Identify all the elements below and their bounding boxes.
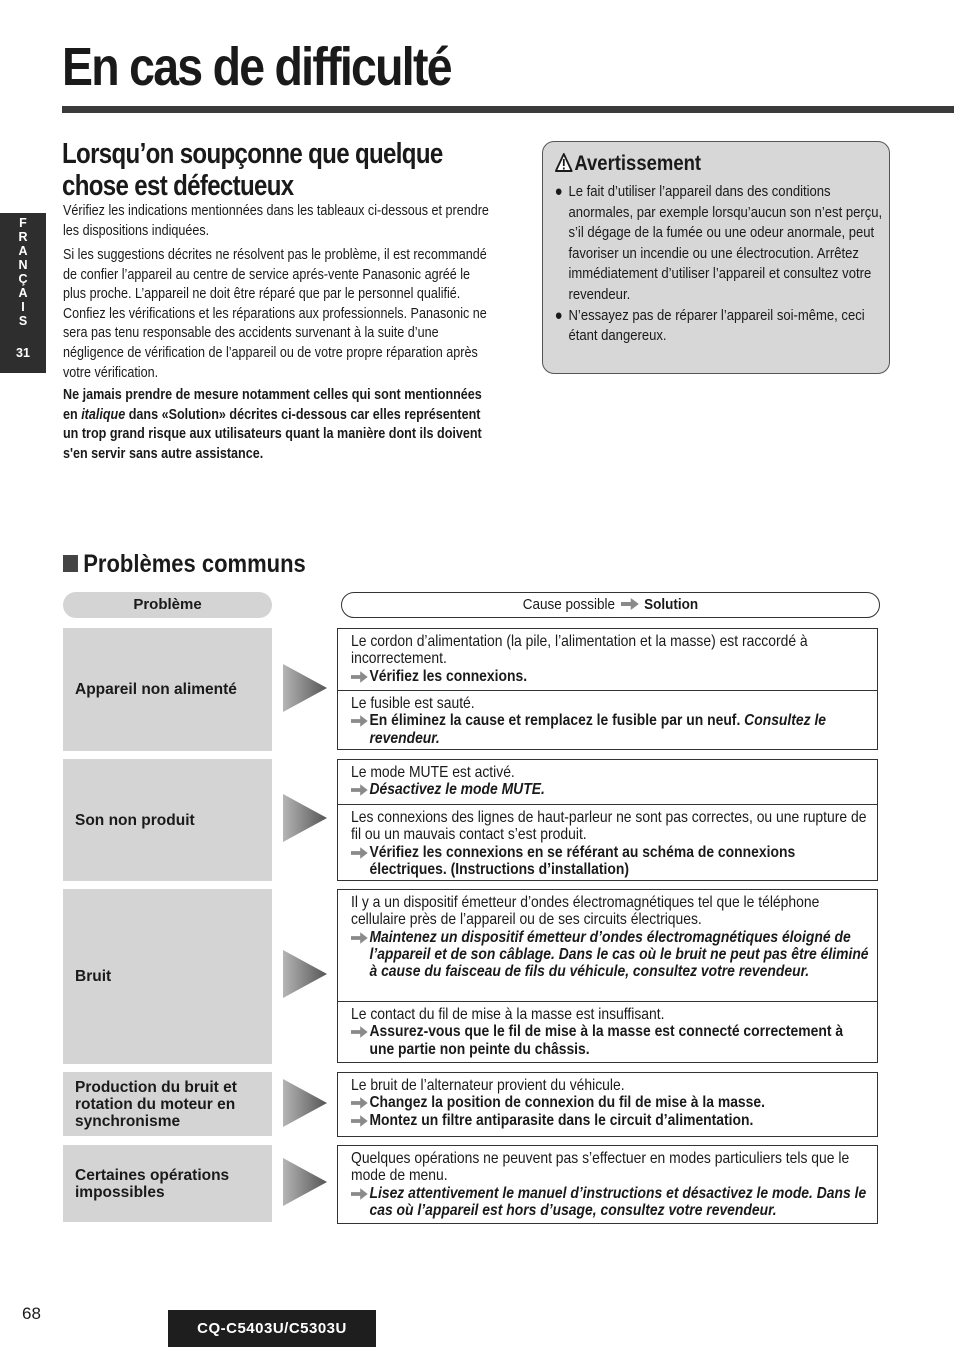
solution-box bbox=[337, 759, 878, 881]
arrow-triangle-icon bbox=[283, 1158, 327, 1206]
solution-text: En éliminez la cause et remplacez le fusible par un neuf. bbox=[369, 712, 745, 730]
side-letter: I bbox=[21, 300, 25, 314]
cause-header-label: Cause possible bbox=[522, 596, 616, 613]
solution-line bbox=[351, 1185, 870, 1220]
cause-text: Les connexions des lignes de haut-parleur ne sont pas correctes, ou une rupture de fil ou un mauvais contact s’est produit. bbox=[351, 809, 867, 844]
arrow-right-icon bbox=[351, 1115, 368, 1127]
warning-item bbox=[553, 306, 887, 347]
bold-text-rest: dans «Solution» décrites ci-dessous car elles représentent un trop grand risque aux utilisateurs quant la manière dont ils doivent s'en servir sans autre assistance. bbox=[63, 406, 482, 462]
page-number: 68 bbox=[22, 1304, 41, 1323]
side-letter: R bbox=[18, 230, 28, 244]
title-rule bbox=[62, 106, 954, 113]
section-heading bbox=[62, 138, 510, 202]
arrow-right-icon bbox=[351, 1026, 368, 1038]
solution-box bbox=[337, 1072, 878, 1137]
arrow-right-icon bbox=[351, 932, 368, 944]
warning-title bbox=[555, 152, 701, 176]
solution-text: Vérifiez les connexions en se référant au schéma de connexions électriques. (Instructions d’installation) bbox=[369, 843, 796, 878]
problem-label: Bruit bbox=[75, 968, 112, 985]
cause-text: Quelques opérations ne peuvent pas s’effectuer en modes particuliers tels que le mode de menu. bbox=[351, 1150, 850, 1185]
arrow-triangle-icon bbox=[283, 950, 327, 998]
cause-solution-item bbox=[338, 890, 877, 1001]
warning-item-text: N’essayez pas de réparer l’appareil soi-même, ceci étant dangereux. bbox=[568, 306, 865, 345]
problem-cell bbox=[63, 628, 272, 751]
solution-line bbox=[351, 781, 870, 798]
problem-cell bbox=[63, 889, 272, 1064]
common-problems-heading-text: Problèmes communs bbox=[83, 550, 306, 578]
solution-box bbox=[337, 1145, 878, 1224]
arrow-right-icon bbox=[351, 1188, 368, 1200]
solution-line bbox=[351, 1112, 870, 1129]
model-number-badge: CQ-C5403U/C5303U bbox=[168, 1310, 376, 1347]
cause-text: Le bruit de l’alternateur provient du véhicule. bbox=[351, 1077, 625, 1094]
problem-label: Certaines opérations impossibles bbox=[75, 1166, 230, 1201]
problem-cell bbox=[63, 1145, 272, 1222]
intro-paragraph-2: Si les suggestions décrites ne résolvent pas le problème, il est recommandé de confier l’appareil au centre de service aprés-vente Panasonic agréé le plus proche. L’appareil ne doit être réparé que par le personnel qualifié. Confiez les vérifications et les réparations aux professionnels. Panasonic ne sera pas tenu responsable des accidents survenant à la suite d’une négligence de vérification de l’appareil ou de votre propre réparation après votre vérification. bbox=[63, 247, 487, 381]
warning-item-text: Le fait d’utiliser l’appareil dans des conditions anormales, par exemple lorsqu’aucun son n’est perçu, s’il dégage de la fumée ou une odeur anormale, peut favoriser un incendie ou une électrocution. Arrêtez immédiatement d’utiliser l’appareil et consultez votre revendeur. bbox=[568, 183, 883, 303]
problem-label: Appareil non alimenté bbox=[75, 681, 237, 698]
solution-text: Changez la position de connexion du fil de mise à la masse. bbox=[369, 1094, 765, 1112]
solution-italic-text: Désactivez le mode MUTE. bbox=[369, 781, 545, 799]
cause-solution-item bbox=[338, 760, 877, 804]
solution-text: Vérifiez les connexions. bbox=[369, 667, 528, 685]
side-tab-page-number: 31 bbox=[16, 346, 30, 360]
common-problems-heading bbox=[63, 550, 306, 579]
solution-line bbox=[351, 668, 870, 685]
solution-header-label: Solution bbox=[644, 596, 699, 613]
solution-italic-text: Lisez attentivement le manuel d’instructions et désactivez le mode. Dans le cas où l’appareil est hors d’usage, consultez votre revendeur. bbox=[369, 1184, 867, 1219]
solution-line bbox=[351, 712, 870, 747]
section-heading-line1: Lorsqu’on soupçonne que quelque bbox=[62, 138, 443, 170]
problem-cell bbox=[63, 759, 272, 881]
warning-title-text: Avertissement bbox=[574, 152, 702, 175]
arrow-right-icon bbox=[351, 784, 368, 796]
solution-line bbox=[351, 929, 870, 981]
side-letter: Ç bbox=[18, 272, 28, 286]
arrow-right-icon bbox=[621, 598, 639, 610]
problem-label: Son non produit bbox=[75, 811, 195, 829]
arrow-right-icon bbox=[351, 671, 368, 683]
solution-box bbox=[337, 628, 878, 750]
solution-text: Montez un filtre antiparasite dans le circuit d’alimentation. bbox=[369, 1111, 754, 1129]
cause-solution-item bbox=[338, 1001, 877, 1062]
arrow-right-icon bbox=[351, 847, 368, 859]
solution-line bbox=[351, 1023, 870, 1058]
solution-text: Assurez-vous que le fil de mise à la masse est connecté correctement à une partie non peinte du châssis. bbox=[369, 1023, 844, 1058]
bullet-icon: ● bbox=[554, 183, 563, 200]
cause-solution-item bbox=[338, 1073, 877, 1136]
cause-text: Le cordon d’alimentation (la pile, l’alimentation et la masse) est raccordé à incorrectement. bbox=[351, 633, 808, 668]
cause-solution-item bbox=[338, 629, 877, 690]
language-side-tab bbox=[0, 213, 46, 373]
side-letter: S bbox=[18, 314, 28, 328]
warning-triangle-icon bbox=[555, 153, 573, 172]
italic-word: italique bbox=[81, 406, 126, 423]
side-letter: A bbox=[18, 244, 28, 258]
warning-box bbox=[542, 141, 890, 374]
arrow-triangle-icon bbox=[283, 1079, 327, 1127]
square-bullet-icon bbox=[63, 555, 78, 572]
bullet-icon: ● bbox=[554, 306, 563, 324]
side-letter: N bbox=[18, 258, 28, 272]
arrow-right-icon bbox=[351, 1097, 368, 1109]
arrow-right-icon bbox=[351, 715, 368, 727]
cause-text: Le mode MUTE est activé. bbox=[351, 764, 515, 781]
solution-box bbox=[337, 889, 878, 1063]
section-heading-line2: chose est défectueux bbox=[62, 170, 294, 202]
problem-label: Production du bruit et rotation du moteur en synchronisme bbox=[75, 1078, 237, 1130]
bold-warning-paragraph bbox=[63, 386, 494, 464]
cause-text: Le fusible est sauté. bbox=[351, 695, 475, 712]
bold-text: Ne jamais prendre de mesure notamment celles qui sont mentionnées en bbox=[63, 387, 482, 423]
cause-solution-column-header bbox=[341, 592, 880, 618]
page-title: En cas de difficulté bbox=[62, 37, 451, 97]
solution-italic-text: Maintenez un dispositif émetteur d’ondes électromagnétiques éloigné de l’appareil et de son câblage. Dans le cas où le bruit ne peut pas être éliminé à cause du faisceau de fils du véhicule, consultez votre revendeur. bbox=[369, 928, 869, 981]
solution-line bbox=[351, 1094, 870, 1111]
problem-cell bbox=[63, 1072, 272, 1136]
cause-text: Le contact du fil de mise à la masse est insuffisant. bbox=[351, 1006, 665, 1023]
warning-list bbox=[553, 182, 887, 347]
problem-column-header: Problème bbox=[63, 592, 272, 618]
arrow-triangle-icon bbox=[283, 664, 327, 712]
solution-italic-text: Consultez le revendeur. bbox=[369, 712, 827, 747]
cause-solution-item bbox=[338, 1146, 877, 1223]
cause-text: Il y a un dispositif émetteur d’ondes électromagnétiques tel que le téléphone cellulaire près de l’appareil ou de ses circuits électriques. bbox=[351, 894, 820, 929]
solution-line bbox=[351, 844, 870, 879]
side-tab-letters bbox=[0, 216, 46, 328]
cause-solution-item bbox=[338, 804, 877, 880]
side-letter: F bbox=[19, 216, 27, 230]
intro-paragraph: Vérifiez les indications mentionnées dans les tableaux ci-dessous et prendre les dispositions indiquées. bbox=[63, 203, 489, 239]
warning-item bbox=[553, 182, 887, 306]
side-letter: A bbox=[18, 286, 28, 300]
arrow-triangle-icon bbox=[283, 794, 327, 842]
cause-solution-item bbox=[338, 690, 877, 749]
